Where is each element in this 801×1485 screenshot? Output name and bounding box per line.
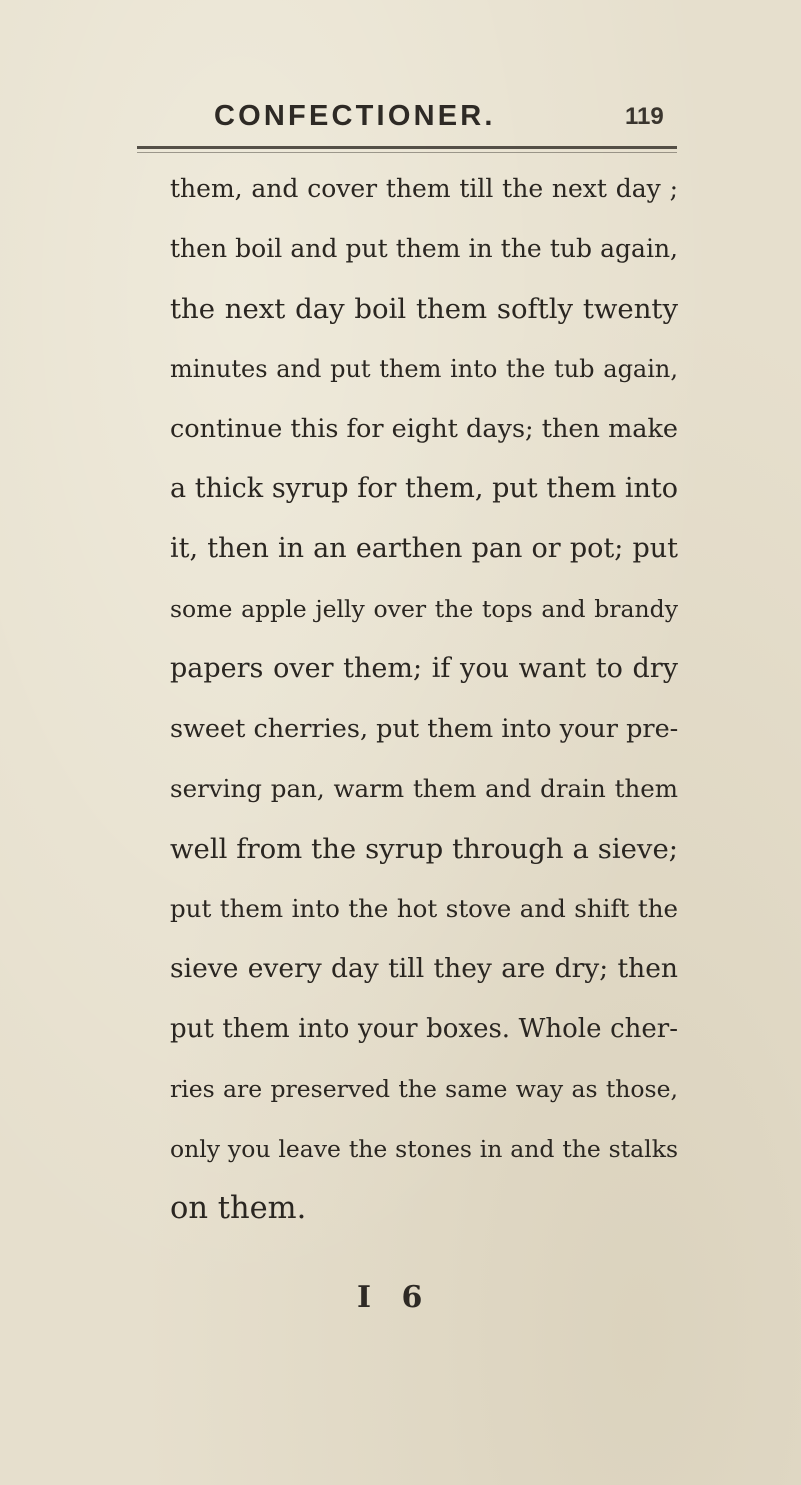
text-line: it, then in an earthen pan or pot; put (170, 533, 678, 564)
text-line: serving pan, warm them and drain them (170, 774, 678, 803)
signature-mark: I 6 (357, 1280, 433, 1315)
running-head-title: CONFECTIONER. (214, 100, 496, 132)
text-line: put them into the hot stove and shift the (170, 894, 678, 923)
text-line: some apple jelly over the tops and brandy (170, 595, 678, 623)
text-line: put them into your boxes. Whole cher- (170, 1014, 678, 1044)
text-line: then boil and put them in the tub again, (170, 234, 678, 263)
text-line: minutes and put them into the tub again, (170, 355, 678, 383)
text-line: papers over them; if you want to dry (170, 653, 678, 684)
text-line: them, and cover them till the next day ; (170, 174, 678, 203)
text-line: the next day boil them softly twenty (170, 293, 678, 325)
header-rule (137, 146, 677, 149)
running-head (0, 100, 801, 144)
text-line: sweet cherries, put them into your pre- (170, 714, 679, 744)
text-line: continue this for eight days; then make (170, 414, 678, 444)
text-line: sieve every day till they are dry; then (170, 953, 678, 984)
text-line: a thick syrup for them, put them into (170, 473, 678, 504)
page-number: 119 (625, 103, 664, 130)
text-line: on them. (170, 1191, 307, 1226)
header-rule-thin (137, 152, 677, 153)
text-line: only you leave the stones in and the stalks (170, 1135, 678, 1163)
text-line: ries are preserved the same way as those, (170, 1075, 678, 1103)
text-line: well from the syrup through a sieve; (170, 833, 678, 865)
